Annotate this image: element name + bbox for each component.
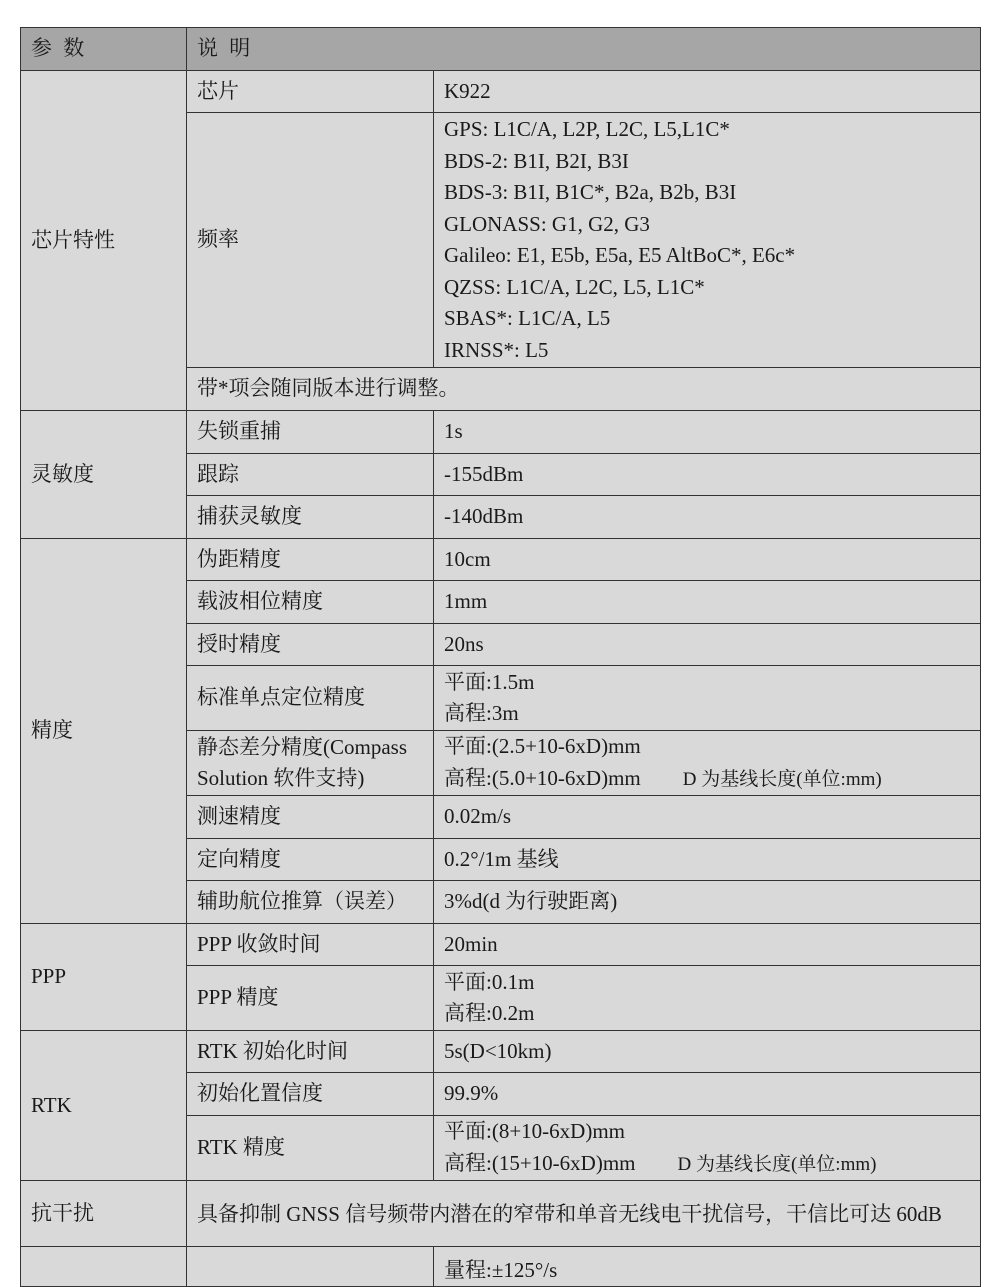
static-baseline-note: D 为基线长度(单位:mm) — [682, 768, 882, 790]
heading-label: 定向精度 — [187, 839, 434, 881]
static-vertical-line — [444, 763, 970, 796]
group-ppp: PPP — [21, 924, 187, 1031]
carrier-label: 载波相位精度 — [187, 581, 434, 624]
freq-value — [434, 113, 981, 368]
table-header-row — [21, 28, 981, 71]
table-row — [21, 539, 981, 581]
header-desc: 说 明 — [187, 28, 981, 71]
track-value: -155dBm — [434, 454, 981, 496]
rtk-vertical-line — [444, 1148, 970, 1181]
group-chip: 芯片特性 — [21, 71, 187, 411]
track-label: 跟踪 — [187, 454, 434, 496]
group-sensitivity: 灵敏度 — [21, 411, 187, 539]
sp-vertical: 高程:3m — [444, 701, 519, 725]
vel-label: 测速精度 — [187, 796, 434, 839]
dr-value: 3%d(d 为行驶距离) — [434, 881, 981, 924]
group-accuracy: 精度 — [21, 539, 187, 924]
ppp-conv-value: 20min — [434, 924, 981, 966]
table-row — [21, 1247, 981, 1287]
freq-line-sbas: SBAS*: L1C/A, L5 — [444, 306, 611, 330]
header-param: 参 数 — [21, 28, 187, 71]
table-row — [21, 1031, 981, 1073]
table-row — [21, 1181, 981, 1247]
freq-label: 频率 — [187, 113, 434, 368]
static-label-line-2: Solution 软件支持) — [197, 766, 365, 790]
sp-value — [434, 666, 981, 731]
rtk-horizontal: 平面:(8+10-6xD)mm — [444, 1119, 625, 1143]
chip-label: 芯片 — [187, 71, 434, 113]
rtk-init-label: RTK 初始化时间 — [187, 1031, 434, 1073]
pseudo-label: 伪距精度 — [187, 539, 434, 581]
ppp-vertical: 高程:0.2m — [444, 1001, 535, 1025]
rtk-vertical: 高程:(15+10-6xD)mm — [444, 1150, 636, 1175]
freq-line-bds3: BDS-3: B1I, B1C*, B2a, B2b, B3I — [444, 180, 737, 204]
acq-label: 捕获灵敏度 — [187, 496, 434, 539]
rtk-baseline-note: D 为基线长度(单位:mm) — [677, 1153, 877, 1175]
freq-line-galileo: Galileo: E1, E5b, E5a, E5 AltBoC*, E6c* — [444, 243, 796, 267]
rtk-conf-label: 初始化置信度 — [187, 1073, 434, 1116]
pseudo-value: 10cm — [434, 539, 981, 581]
group-anti-jam: 抗干扰 — [21, 1181, 187, 1247]
imu-label-partial — [187, 1247, 434, 1287]
freq-line-qzss: QZSS: L1C/A, L2C, L5, L1C* — [444, 274, 705, 299]
anti-jam-desc: 具备抑制 GNSS 信号频带内潜在的窄带和单音无线电干扰信号，干信比可达 60dB — [187, 1181, 981, 1247]
dr-label: 辅助航位推算（误差） — [187, 881, 434, 924]
freq-line-glonass: GLONASS: G1, G2, G3 — [444, 211, 650, 236]
rtk-init-value: 5s(D<10km) — [434, 1031, 981, 1073]
carrier-value: 1mm — [434, 581, 981, 624]
static-label — [187, 731, 434, 796]
chip-note: 带*项会随同版本进行调整。 — [187, 368, 981, 411]
freq-line-irnss: IRNSS*: L5 — [444, 337, 549, 362]
static-value — [434, 731, 981, 796]
group-imu-partial — [21, 1247, 187, 1287]
reacq-label: 失锁重捕 — [187, 411, 434, 454]
rtk-acc-value — [434, 1116, 981, 1181]
ppp-acc-label: PPP 精度 — [187, 966, 434, 1031]
heading-value: 0.2°/1m 基线 — [434, 839, 981, 881]
spec-table — [20, 27, 981, 1287]
chip-value: K922 — [434, 71, 981, 113]
timing-value: 20ns — [434, 624, 981, 666]
acq-value: -140dBm — [434, 496, 981, 539]
table-row — [21, 924, 981, 966]
timing-label: 授时精度 — [187, 624, 434, 666]
vel-value: 0.02m/s — [434, 796, 981, 839]
rtk-conf-value: 99.9% — [434, 1073, 981, 1116]
reacq-value: 1s — [434, 411, 981, 454]
imu-range-value: 量程:±125°/s — [434, 1247, 981, 1287]
table-row — [21, 411, 981, 454]
sp-horizontal: 平面:1.5m — [444, 669, 535, 694]
freq-line-bds2: BDS-2: B1I, B2I, B3I — [444, 148, 629, 173]
group-rtk: RTK — [21, 1031, 187, 1181]
ppp-conv-label: PPP 收敛时间 — [187, 924, 434, 966]
static-horizontal: 平面:(2.5+10-6xD)mm — [444, 734, 641, 758]
static-vertical: 高程:(5.0+10-6xD)mm — [444, 765, 641, 790]
ppp-acc-value — [434, 966, 981, 1031]
ppp-horizontal: 平面:0.1m — [444, 969, 535, 994]
rtk-acc-label: RTK 精度 — [187, 1116, 434, 1181]
freq-line-gps: GPS: L1C/A, L2P, L2C, L5,L1C* — [444, 117, 730, 141]
table-row — [21, 71, 981, 113]
static-label-line-1: 静态差分精度(Compass — [197, 734, 407, 759]
sp-label: 标准单点定位精度 — [187, 666, 434, 731]
